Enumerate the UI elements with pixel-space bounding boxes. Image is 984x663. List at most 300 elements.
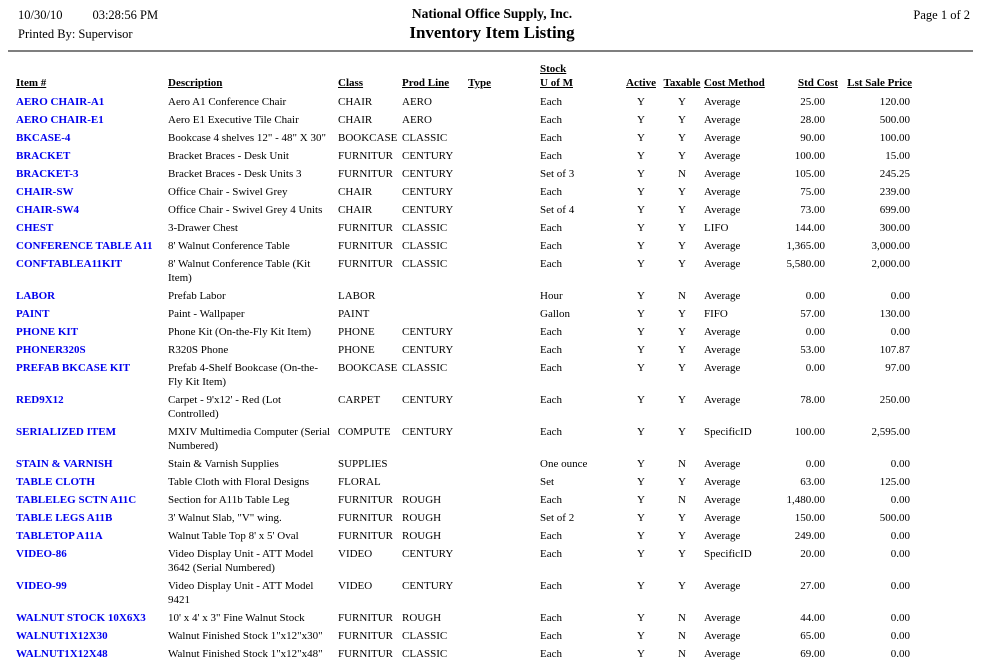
class-cell: FURNITUR (338, 150, 394, 162)
cost-method-cell: Average (704, 512, 741, 524)
table-row (16, 183, 912, 201)
table-row (16, 455, 912, 473)
item-number-link[interactable]: TABLE CLOTH (16, 476, 95, 488)
table-row (16, 323, 912, 341)
active-cell: Y (637, 648, 645, 660)
prod-line-cell (402, 473, 468, 491)
lst-sale-price-cell: 0.00 (890, 458, 910, 470)
description-cell: Section for A11b Table Leg (168, 494, 290, 506)
item-number-link[interactable]: CHAIR-SW4 (16, 204, 79, 216)
class-cell: CHAIR (338, 186, 373, 198)
active-cell: Y (637, 362, 645, 374)
prod-line-cell: CLASSIC (402, 240, 448, 252)
item-number-link[interactable]: BRACKET (16, 150, 71, 162)
stock-uofm-cell: Each (540, 222, 562, 234)
stock-uofm-cell: One ounce (540, 458, 588, 470)
active-cell: Y (637, 308, 645, 320)
taxable-cell: Y (678, 204, 686, 216)
std-cost-cell: 28.00 (800, 114, 825, 126)
type-cell (468, 577, 540, 609)
std-cost-cell: 57.00 (800, 308, 825, 320)
lst-sale-price-cell: 0.00 (890, 290, 910, 302)
std-cost-cell: 20.00 (800, 548, 825, 560)
class-cell: FLORAL (338, 476, 381, 488)
lst-sale-price-cell: 0.00 (890, 612, 910, 624)
taxable-cell: Y (678, 150, 686, 162)
table-row (16, 491, 912, 509)
taxable-cell: N (678, 494, 686, 506)
item-number-link[interactable]: BRACKET-3 (16, 168, 79, 180)
col-header-stock-uofm: Stock U of M (540, 63, 573, 89)
cost-method-cell: Average (704, 204, 741, 216)
active-cell: Y (637, 394, 645, 406)
class-cell: CHAIR (338, 204, 373, 216)
stock-uofm-cell: Each (540, 394, 562, 406)
class-cell: FURNITUR (338, 630, 394, 642)
class-cell: FURNITUR (338, 222, 394, 234)
col-header-type: Type (468, 77, 492, 89)
taxable-cell: Y (678, 344, 686, 356)
prod-line-cell: AERO (402, 114, 432, 126)
type-cell (468, 305, 540, 323)
active-cell: Y (637, 344, 645, 356)
type-cell (468, 147, 540, 165)
class-cell: VIDEO (338, 580, 373, 592)
item-number-link[interactable]: WALNUT1X12X30 (16, 630, 108, 642)
table-row (16, 147, 912, 165)
cost-method-cell: Average (704, 114, 741, 126)
type-cell (468, 219, 540, 237)
print-time: 03:28:56 PM (92, 8, 159, 22)
taxable-cell: Y (678, 240, 686, 252)
type-cell (468, 287, 540, 305)
table-row (16, 129, 912, 147)
type-cell (468, 609, 540, 627)
description-cell: Carpet - 9'x12' - Red (Lot Controlled) (168, 394, 282, 420)
col-header-prod-line: Prod Line (402, 77, 450, 89)
type-cell (468, 255, 540, 287)
stock-uofm-cell: Each (540, 580, 562, 592)
std-cost-cell: 73.00 (800, 204, 825, 216)
lst-sale-price-cell: 699.00 (879, 204, 910, 216)
lst-sale-price-cell: 120.00 (879, 96, 910, 108)
col-header-description: Description (168, 77, 223, 89)
prod-line-cell: CENTURY (402, 548, 454, 560)
type-cell (468, 341, 540, 359)
cost-method-cell: Average (704, 186, 741, 198)
stock-uofm-cell: Each (540, 530, 562, 542)
lst-sale-price-cell: 0.00 (890, 648, 910, 660)
prod-line-cell: AERO (402, 96, 432, 108)
type-cell (468, 491, 540, 509)
cost-method-cell: Average (704, 612, 741, 624)
active-cell: Y (637, 290, 645, 302)
description-cell: Phone Kit (On-the-Fly Kit Item) (168, 326, 311, 338)
lst-sale-price-cell: 130.00 (879, 308, 910, 320)
taxable-cell: Y (678, 394, 686, 406)
lst-sale-price-cell: 500.00 (879, 512, 910, 524)
std-cost-cell: 0.00 (805, 326, 825, 338)
type-cell (468, 545, 540, 577)
col-header-class: Class (338, 77, 364, 89)
table-row (16, 545, 912, 577)
item-number-link[interactable]: PHONE KIT (16, 326, 79, 338)
cost-method-cell: Average (704, 96, 741, 108)
item-number-link[interactable]: CONFERENCE TABLE A11 (16, 240, 153, 252)
std-cost-cell: 69.00 (800, 648, 825, 660)
stock-uofm-cell: Each (540, 114, 562, 126)
taxable-cell: Y (678, 186, 686, 198)
cost-method-cell: Average (704, 132, 741, 144)
inventory-table (16, 62, 912, 663)
col-header-lst-sale-price: Lst Sale Price (847, 77, 912, 89)
prod-line-cell: CENTURY (402, 150, 454, 162)
cost-method-cell: SpecificID (704, 426, 752, 438)
class-cell: COMPUTE (338, 426, 391, 438)
class-cell: PHONE (338, 344, 375, 356)
table-row (16, 201, 912, 219)
item-number-link[interactable]: STAIN & VARNISH (16, 458, 113, 470)
table-row (16, 219, 912, 237)
stock-uofm-cell: Each (540, 494, 562, 506)
table-row (16, 645, 912, 663)
taxable-cell: Y (678, 426, 686, 438)
cost-method-cell: Average (704, 240, 741, 252)
item-number-link[interactable]: CHAIR-SW (16, 186, 74, 198)
stock-uofm-cell: Each (540, 362, 562, 374)
active-cell: Y (637, 114, 645, 126)
type-cell (468, 645, 540, 663)
active-cell: Y (637, 548, 645, 560)
stock-uofm-cell: Set of 3 (540, 168, 575, 180)
prod-line-cell: ROUGH (402, 512, 442, 524)
lst-sale-price-cell: 0.00 (890, 548, 910, 560)
item-number-link[interactable]: PAINT (16, 308, 50, 320)
prod-line-cell: CENTURY (402, 394, 454, 406)
lst-sale-price-cell: 239.00 (879, 186, 910, 198)
type-cell (468, 165, 540, 183)
description-cell: 3-Drawer Chest (168, 222, 238, 234)
type-cell (468, 111, 540, 129)
description-cell: 3' Walnut Slab, "V" wing. (168, 512, 282, 524)
description-cell: Aero A1 Conference Chair (168, 96, 287, 108)
description-cell: Prefab 4-Shelf Bookcase (On-the-Fly Kit Item) (168, 362, 318, 388)
std-cost-cell: 44.00 (800, 612, 825, 624)
type-cell (468, 509, 540, 527)
std-cost-cell: 53.00 (800, 344, 825, 356)
cost-method-cell: Average (704, 476, 741, 488)
cost-method-cell: Average (704, 494, 741, 506)
prod-line-cell: CLASSIC (402, 630, 448, 642)
stock-uofm-cell: Hour (540, 290, 563, 302)
stock-uofm-cell: Each (540, 648, 562, 660)
description-cell: 8' Walnut Conference Table (Kit Item) (168, 258, 311, 284)
taxable-cell: Y (678, 308, 686, 320)
printed-by: Printed By: Supervisor (18, 27, 133, 41)
prod-line-cell: ROUGH (402, 530, 442, 542)
lst-sale-price-cell: 97.00 (885, 362, 910, 374)
prod-line-cell: CENTURY (402, 426, 454, 438)
prod-line-cell: CLASSIC (402, 222, 448, 234)
col-header-std-cost: Std Cost (797, 77, 838, 89)
class-cell: FURNITUR (338, 494, 394, 506)
item-number-link[interactable]: VIDEO-99 (16, 580, 67, 592)
description-cell: 8' Walnut Conference Table (168, 240, 290, 252)
taxable-cell: Y (678, 530, 686, 542)
cost-method-cell: Average (704, 394, 741, 406)
taxable-cell: Y (678, 548, 686, 560)
taxable-cell: Y (678, 362, 686, 374)
cost-method-cell: Average (704, 150, 741, 162)
description-cell: Office Chair - Swivel Grey 4 Units (168, 204, 323, 216)
taxable-cell: Y (678, 114, 686, 126)
item-number-link[interactable]: RED9X12 (16, 394, 64, 406)
table-row (16, 391, 912, 423)
prod-line-cell: CLASSIC (402, 258, 448, 270)
taxable-cell: N (678, 612, 686, 624)
lst-sale-price-cell: 300.00 (879, 222, 910, 234)
active-cell: Y (637, 258, 645, 270)
std-cost-cell: 27.00 (800, 580, 825, 592)
active-cell: Y (637, 240, 645, 252)
cost-method-cell: Average (704, 458, 741, 470)
cost-method-cell: Average (704, 580, 741, 592)
class-cell: FURNITUR (338, 240, 394, 252)
active-cell: Y (637, 458, 645, 470)
prod-line-cell: CLASSIC (402, 132, 448, 144)
description-cell: Aero E1 Executive Tile Chair (168, 114, 299, 126)
class-cell: FURNITUR (338, 648, 394, 660)
class-cell: FURNITUR (338, 612, 394, 624)
item-number-link[interactable]: TABLETOP A11A (16, 530, 103, 542)
std-cost-cell: 78.00 (800, 394, 825, 406)
taxable-cell: Y (678, 580, 686, 592)
std-cost-cell: 144.00 (794, 222, 825, 234)
class-cell: CHAIR (338, 114, 373, 126)
active-cell: Y (637, 168, 645, 180)
stock-uofm-cell: Set (540, 476, 555, 488)
active-cell: Y (637, 222, 645, 234)
prod-line-cell: CENTURY (402, 204, 454, 216)
type-cell (468, 627, 540, 645)
active-cell: Y (637, 186, 645, 198)
table-row (16, 111, 912, 129)
std-cost-cell: 90.00 (800, 132, 825, 144)
description-cell: Walnut Table Top 8' x 5' Oval (168, 530, 299, 542)
lst-sale-price-cell: 2,595.00 (871, 426, 910, 438)
stock-uofm-cell: Each (540, 186, 562, 198)
stock-uofm-cell: Each (540, 240, 562, 252)
type-cell (468, 359, 540, 391)
prod-line-cell: CENTURY (402, 186, 454, 198)
item-number-link[interactable]: CHEST (16, 222, 54, 234)
stock-uofm-cell: Each (540, 258, 562, 270)
table-row (16, 577, 912, 609)
active-cell: Y (637, 612, 645, 624)
item-number-link[interactable]: WALNUT1X12X48 (16, 648, 108, 660)
active-cell: Y (637, 630, 645, 642)
table-row (16, 341, 912, 359)
cost-method-cell: Average (704, 344, 741, 356)
table-row (16, 287, 912, 305)
std-cost-cell: 65.00 (800, 630, 825, 642)
stock-uofm-cell: Each (540, 150, 562, 162)
type-cell (468, 93, 540, 111)
taxable-cell: Y (678, 512, 686, 524)
taxable-cell: N (678, 648, 686, 660)
description-cell: Office Chair - Swivel Grey (168, 186, 288, 198)
item-number-link[interactable]: AERO CHAIR-A1 (16, 96, 105, 108)
description-cell: Walnut Finished Stock 1"x12"x30" (168, 630, 323, 642)
prod-line-cell (402, 287, 468, 305)
std-cost-cell: 25.00 (800, 96, 825, 108)
std-cost-cell: 0.00 (805, 362, 825, 374)
prod-line-cell: CLASSIC (402, 362, 448, 374)
col-header-item: Item # (16, 77, 47, 89)
prod-line-cell (402, 305, 468, 323)
type-cell (468, 323, 540, 341)
cost-method-cell: Average (704, 168, 741, 180)
description-cell: Bookcase 4 shelves 12" - 48" X 30" (168, 132, 326, 144)
taxable-cell: Y (678, 96, 686, 108)
cost-method-cell: Average (704, 630, 741, 642)
lst-sale-price-cell: 125.00 (879, 476, 910, 488)
table-row (16, 237, 912, 255)
stock-uofm-cell: Each (540, 96, 562, 108)
type-cell (468, 183, 540, 201)
std-cost-cell: 249.00 (794, 530, 825, 542)
description-cell: Prefab Labor (168, 290, 226, 302)
lst-sale-price-cell: 0.00 (890, 494, 910, 506)
taxable-cell: N (678, 630, 686, 642)
type-cell (468, 527, 540, 545)
prod-line-cell (402, 455, 468, 473)
prod-line-cell: CENTURY (402, 326, 454, 338)
lst-sale-price-cell: 0.00 (890, 630, 910, 642)
cost-method-cell: Average (704, 290, 741, 302)
stock-uofm-cell: Set of 2 (540, 512, 575, 524)
col-header-taxable: Taxable (663, 77, 701, 89)
type-cell (468, 423, 540, 455)
col-header-active: Active (626, 77, 656, 89)
stock-uofm-cell: Each (540, 426, 562, 438)
lst-sale-price-cell: 0.00 (890, 326, 910, 338)
table-row (16, 359, 912, 391)
taxable-cell: N (678, 168, 686, 180)
cost-method-cell: Average (704, 530, 741, 542)
type-cell (468, 129, 540, 147)
std-cost-cell: 105.00 (794, 168, 825, 180)
class-cell: CHAIR (338, 96, 373, 108)
active-cell: Y (637, 96, 645, 108)
lst-sale-price-cell: 500.00 (879, 114, 910, 126)
description-cell: Stain & Varnish Supplies (168, 458, 279, 470)
item-number-link[interactable]: PREFAB BKCASE KIT (16, 362, 131, 374)
class-cell: CARPET (338, 394, 381, 406)
item-number-link[interactable]: LABOR (16, 290, 56, 302)
stock-uofm-cell: Each (540, 630, 562, 642)
item-number-link[interactable]: WALNUT STOCK 10X6X3 (16, 612, 146, 624)
item-number-link[interactable]: CONFTABLEA11KIT (16, 258, 123, 270)
description-cell: Video Display Unit - ATT Model 9421 (168, 580, 314, 606)
class-cell: BOOKCASE (338, 132, 398, 144)
taxable-cell: Y (678, 326, 686, 338)
description-cell: 10' x 4' x 3" Fine Walnut Stock (168, 612, 305, 624)
item-number-link[interactable]: BKCASE-4 (16, 132, 71, 144)
class-cell: PAINT (338, 308, 370, 320)
taxable-cell: N (678, 290, 686, 302)
report-title: Inventory Item Listing (409, 23, 575, 42)
active-cell: Y (637, 476, 645, 488)
active-cell: Y (637, 580, 645, 592)
stock-uofm-cell: Each (540, 326, 562, 338)
std-cost-cell: 5,580.00 (786, 258, 825, 270)
stock-uofm-cell: Each (540, 344, 562, 356)
item-number-link[interactable]: TABLELEG SCTN A11C (16, 494, 137, 506)
taxable-cell: Y (678, 222, 686, 234)
table-row (16, 423, 912, 455)
class-cell: FURNITUR (338, 258, 394, 270)
std-cost-cell: 1,365.00 (786, 240, 825, 252)
lst-sale-price-cell: 15.00 (885, 150, 910, 162)
class-cell: LABOR (338, 290, 376, 302)
cost-method-cell: Average (704, 362, 741, 374)
stock-uofm-cell: Each (540, 548, 562, 560)
lst-sale-price-cell: 250.00 (879, 394, 910, 406)
std-cost-cell: 0.00 (805, 458, 825, 470)
item-number-link[interactable]: TABLE LEGS A11B (16, 512, 113, 524)
taxable-cell: N (678, 458, 686, 470)
table-row (16, 255, 912, 287)
lst-sale-price-cell: 100.00 (879, 132, 910, 144)
item-number-link[interactable]: SERIALIZED ITEM (16, 426, 116, 438)
lst-sale-price-cell: 107.87 (879, 344, 910, 356)
type-cell (468, 201, 540, 219)
description-cell: Bracket Braces - Desk Units 3 (168, 168, 302, 180)
item-number-link[interactable]: PHONER320S (16, 344, 86, 356)
stock-uofm-cell: Gallon (540, 308, 570, 320)
type-cell (468, 473, 540, 491)
header-divider (8, 50, 973, 52)
class-cell: PHONE (338, 326, 375, 338)
active-cell: Y (637, 150, 645, 162)
cost-method-cell: Average (704, 258, 741, 270)
prod-line-cell: CENTURY (402, 168, 454, 180)
item-number-link[interactable]: VIDEO-86 (16, 548, 67, 560)
lst-sale-price-cell: 2,000.00 (871, 258, 910, 270)
prod-line-cell: CENTURY (402, 344, 454, 356)
description-cell: MXIV Multimedia Computer (Serial Numbered) (168, 426, 331, 452)
active-cell: Y (637, 132, 645, 144)
taxable-cell: Y (678, 258, 686, 270)
cost-method-cell: SpecificID (704, 548, 752, 560)
std-cost-cell: 75.00 (800, 186, 825, 198)
lst-sale-price-cell: 0.00 (890, 530, 910, 542)
taxable-cell: Y (678, 132, 686, 144)
std-cost-cell: 150.00 (794, 512, 825, 524)
table-row (16, 509, 912, 527)
lst-sale-price-cell: 0.00 (890, 580, 910, 592)
type-cell (468, 455, 540, 473)
description-cell: Paint - Wallpaper (168, 308, 245, 320)
prod-line-cell: CENTURY (402, 580, 454, 592)
type-cell (468, 391, 540, 423)
class-cell: VIDEO (338, 548, 373, 560)
std-cost-cell: 63.00 (800, 476, 825, 488)
item-number-link[interactable]: AERO CHAIR-E1 (16, 114, 104, 126)
description-cell: Video Display Unit - ATT Model 3642 (Serial Numbered) (168, 548, 314, 574)
lst-sale-price-cell: 3,000.00 (871, 240, 910, 252)
